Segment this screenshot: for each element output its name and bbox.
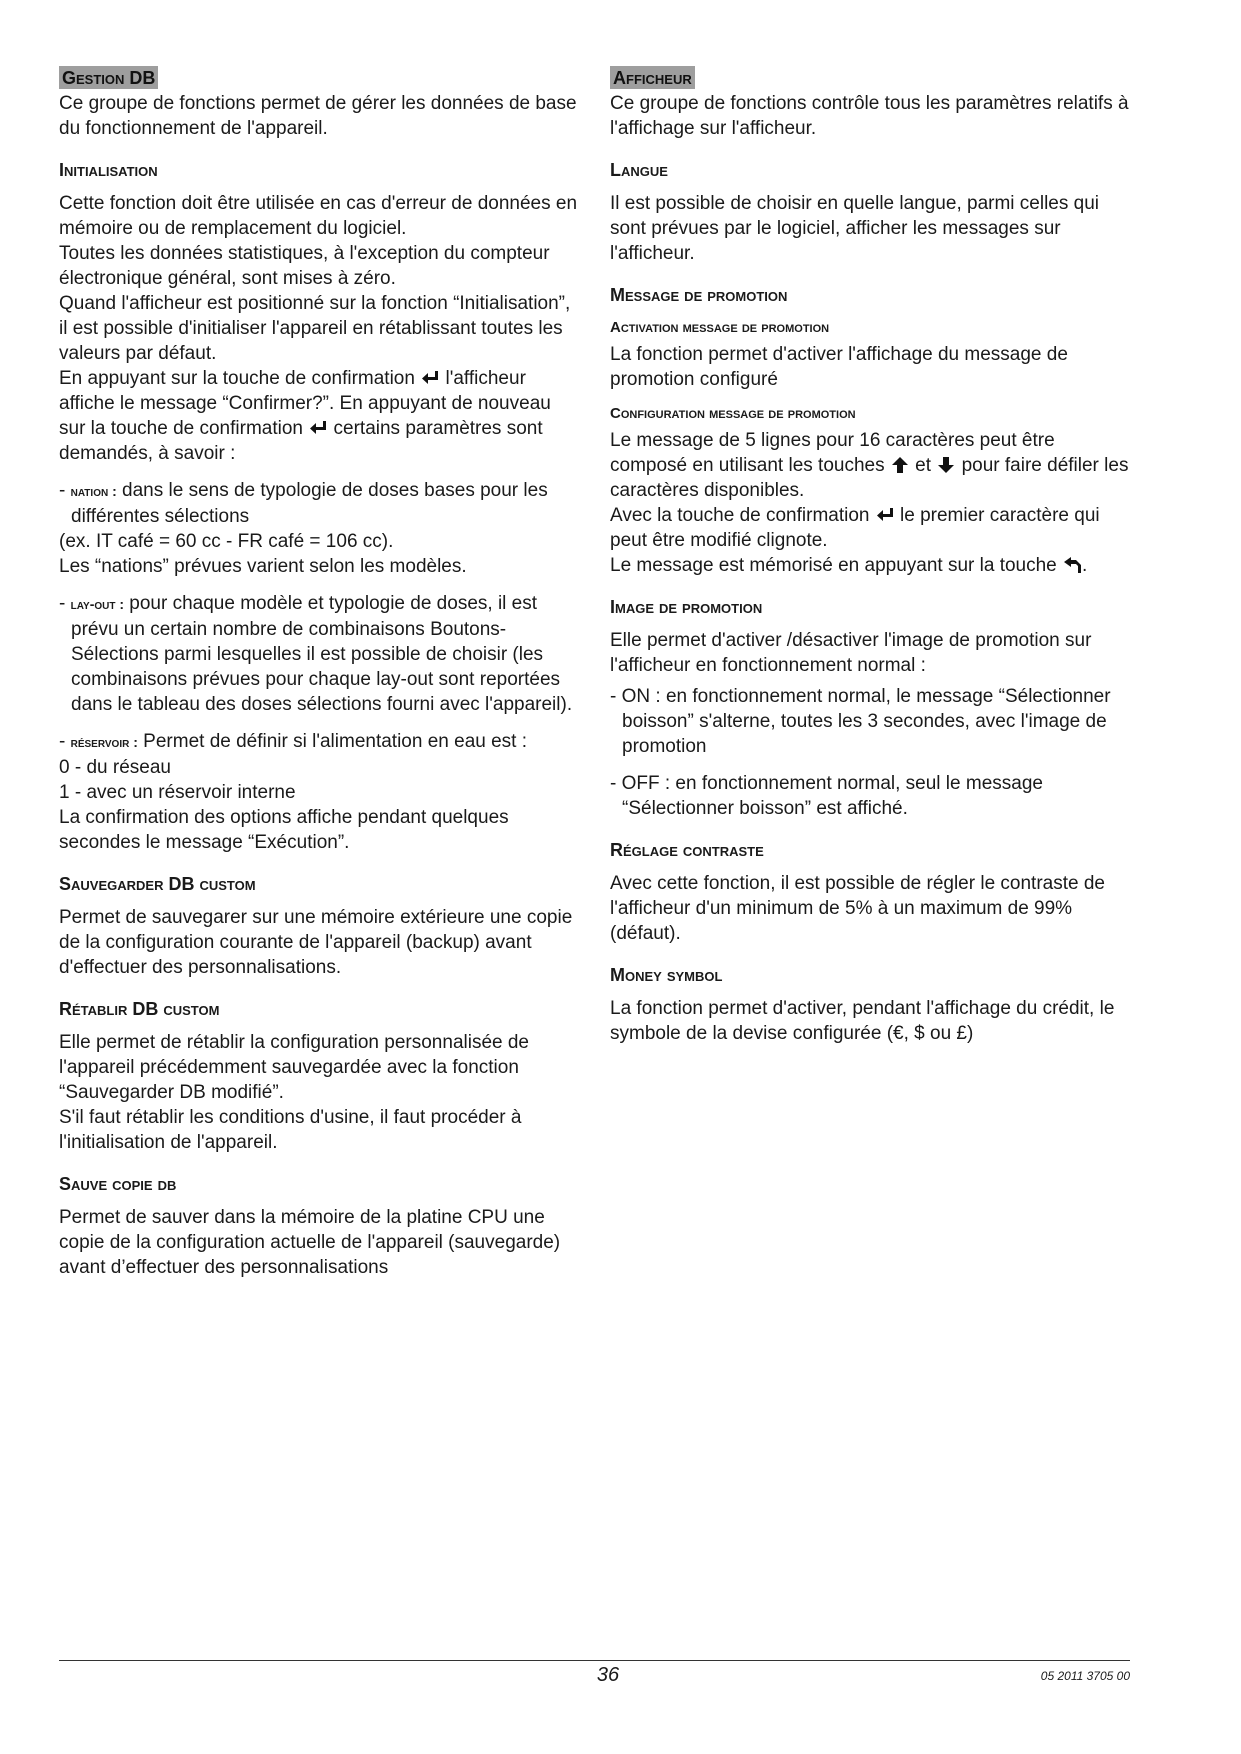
contraste-text: Avec cette fonction, il est possible de régler le contraste de l'afficheur d'un minimum de 5% à un maximum de 99% (défaut).: [610, 873, 1105, 944]
configuration-p3b: .: [1082, 555, 1088, 576]
initialisation-p1: Cette fonction doit être utilisée en cas d'erreur de données en mémoire ou de remplacement du logiciel.: [59, 193, 578, 239]
heading-activation-message: Activation message de promotion: [610, 319, 830, 336]
left-column: [59, 66, 579, 1280]
initialisation-p4b: l'afficheur affiche le message “Confirmer?”. En appuyant de nouveau sur la touche de confirmation: [59, 368, 551, 439]
section-title-afficheur: Afficheur: [610, 66, 695, 89]
heading-configuration-message: Configuration message de promotion: [610, 405, 856, 422]
label-layout: lay-out :: [70, 596, 125, 612]
heading-sauvegarder-db: Sauvegarder DB custom: [59, 874, 256, 894]
nation-note: Les “nations” prévues varient selon les modèles.: [59, 556, 467, 577]
list-item-layout: - lay-out : pour chaque modèle et typologie de doses, il est prévu un certain nombre de combinaisons Boutons-Sélections parmi lesquelles il est possible de choisir (les combinaisons prévues pour chaque lay-out sont reportées dans le tableau des doses sélections fourni avec l'appareil).: [59, 593, 573, 715]
heading-langue: Langue: [610, 160, 668, 180]
initialisation-p4: [59, 366, 579, 466]
label-nation: nation :: [70, 483, 117, 499]
activation-text: La fonction permet d'activer l'affichage du message de promotion configuré: [610, 344, 1068, 390]
retablir-p2: S'il faut rétablir les conditions d'usine, il faut procéder à l'initialisation de l'appareil.: [59, 1107, 522, 1153]
arrow-down-icon: [936, 456, 956, 474]
label-reservoir: réservoir :: [70, 734, 138, 750]
section-title-gestion-db: Gestion DB: [59, 66, 158, 89]
langue-text: Il est possible de choisir en quelle langue, parmi celles qui sont prévues par le logiciel, afficher les messages sur l'afficheur.: [610, 193, 1099, 264]
heading-initialisation: Initialisation: [59, 160, 158, 180]
gestion-db-intro: Ce groupe de fonctions permet de gérer les données de base du fonctionnement de l'appareil.: [59, 93, 577, 139]
heading-retablir-db: Rétablir DB custom: [59, 999, 220, 1019]
configuration-p3: [610, 553, 1130, 578]
heading-reglage-contraste: Réglage contraste: [610, 840, 764, 860]
list-item-reservoir: - réservoir : Permet de définir si l'alimentation en eau est : 0 - du réseau 1 - avec un réservoir interne: [59, 729, 579, 805]
retablir-p1: Elle permet de rétablir la configuration personnalisée de l'appareil précédemment sauvegardée avec la fonction “Sauvegarder DB modifié”.: [59, 1032, 529, 1103]
list-item-on: - ON : en fonctionnement normal, le message “Sélectionner boisson” s'alterne, toutes les 3 secondes, avec l'image de promotion: [610, 686, 1111, 757]
configuration-p1c: pour faire défiler les caractères disponibles.: [610, 455, 1129, 501]
afficheur-intro: Ce groupe de fonctions contrôle tous les paramètres relatifs à l'affichage sur l'afficheur.: [610, 93, 1129, 139]
configuration-p1b: et: [915, 455, 932, 476]
reservoir-option-1: 1 - avec un réservoir interne: [59, 782, 296, 803]
sauvegarder-text: Permet de sauvegarer sur une mémoire extérieure une copie de la configuration courante de l'appareil (backup) avant d'effectuer des personnalisations.: [59, 907, 573, 978]
confirmation-text: La confirmation des options affiche pendant quelques secondes le message “Exécution”.: [59, 807, 509, 853]
list-item-off: - OFF : en fonctionnement normal, seul le message “Sélectionner boisson” est affiché.: [610, 773, 1043, 819]
enter-key-icon: [875, 506, 895, 524]
sauve-copie-text: Permet de sauver dans la mémoire de la platine CPU une copie de la configuration actuelle de l'appareil (sauvegarde) avant d’effectuer des personnalisations: [59, 1207, 561, 1278]
heading-money-symbol: Money symbol: [610, 965, 723, 985]
list-item-nation: - nation : dans le sens de typologie de doses bases pour les différentes sélections (ex. IT café = 60 cc - FR café = 106 cc). Les “nations” prévues varient selon les modèles.: [59, 478, 579, 579]
enter-key-icon: [420, 369, 440, 387]
configuration-p3a: Le message est mémorisé en appuyant sur la touche: [610, 555, 1057, 576]
initialisation-p4c: certains paramètres sont demandés, à savoir :: [59, 418, 543, 464]
nation-text: dans le sens de typologie de doses bases pour les différentes sélections: [71, 480, 548, 527]
reservoir-text: Permet de définir si l'alimentation en eau est :: [143, 731, 528, 752]
arrow-up-icon: [890, 456, 910, 474]
money-symbol-text: La fonction permet d'activer, pendant l'affichage du crédit, le symbole de la devise configurée (€, $ ou £): [610, 998, 1115, 1044]
image-promotion-text: Elle permet d'activer /désactiver l'image de promotion sur l'afficheur en fonctionnement normal :: [610, 630, 1092, 676]
back-arrow-icon: [1062, 556, 1082, 574]
footer-divider: [59, 1660, 1130, 1661]
initialisation-p3: Quand l'afficheur est positionné sur la fonction “Initialisation”, il est possible d'initialiser l'appareil en rétablissant toutes les valeurs par défaut.: [59, 293, 571, 364]
reservoir-option-0: 0 - du réseau: [59, 757, 171, 778]
heading-sauve-copie: Sauve copie db: [59, 1174, 177, 1194]
heading-image-promotion: Image de promotion: [610, 597, 763, 617]
configuration-p2a: Avec la touche de confirmation: [610, 505, 870, 526]
configuration-p2b: le premier caractère qui peut être modifié clignote.: [610, 505, 1100, 551]
right-column: [610, 66, 1130, 1046]
document-code: 05 2011 3705 00: [1040, 1669, 1130, 1683]
initialisation-p4a: En appuyant sur la touche de confirmation: [59, 368, 415, 389]
configuration-p1: [610, 428, 1130, 503]
heading-message-promotion: Message de promotion: [610, 285, 788, 305]
enter-key-icon: [308, 419, 328, 437]
initialisation-p2: Toutes les données statistiques, à l'exception du compteur électronique général, sont mises à zéro.: [59, 243, 550, 289]
layout-text: pour chaque modèle et typologie de doses, il est prévu un certain nombre de combinaisons Boutons-Sélections parmi lesquelles il est possible de choisir (les combinaisons prévues pour chaque lay-out sont reportées dans le tableau des doses sélections fourni avec l'appareil).: [71, 593, 573, 715]
nation-example: (ex. IT café = 60 cc - FR café = 106 cc).: [59, 531, 394, 552]
page-number: 36: [596, 1664, 620, 1686]
configuration-p1a: Le message de 5 lignes pour 16 caractères peut être composé en utilisant les touches: [610, 430, 1055, 476]
configuration-p2: [610, 503, 1130, 553]
